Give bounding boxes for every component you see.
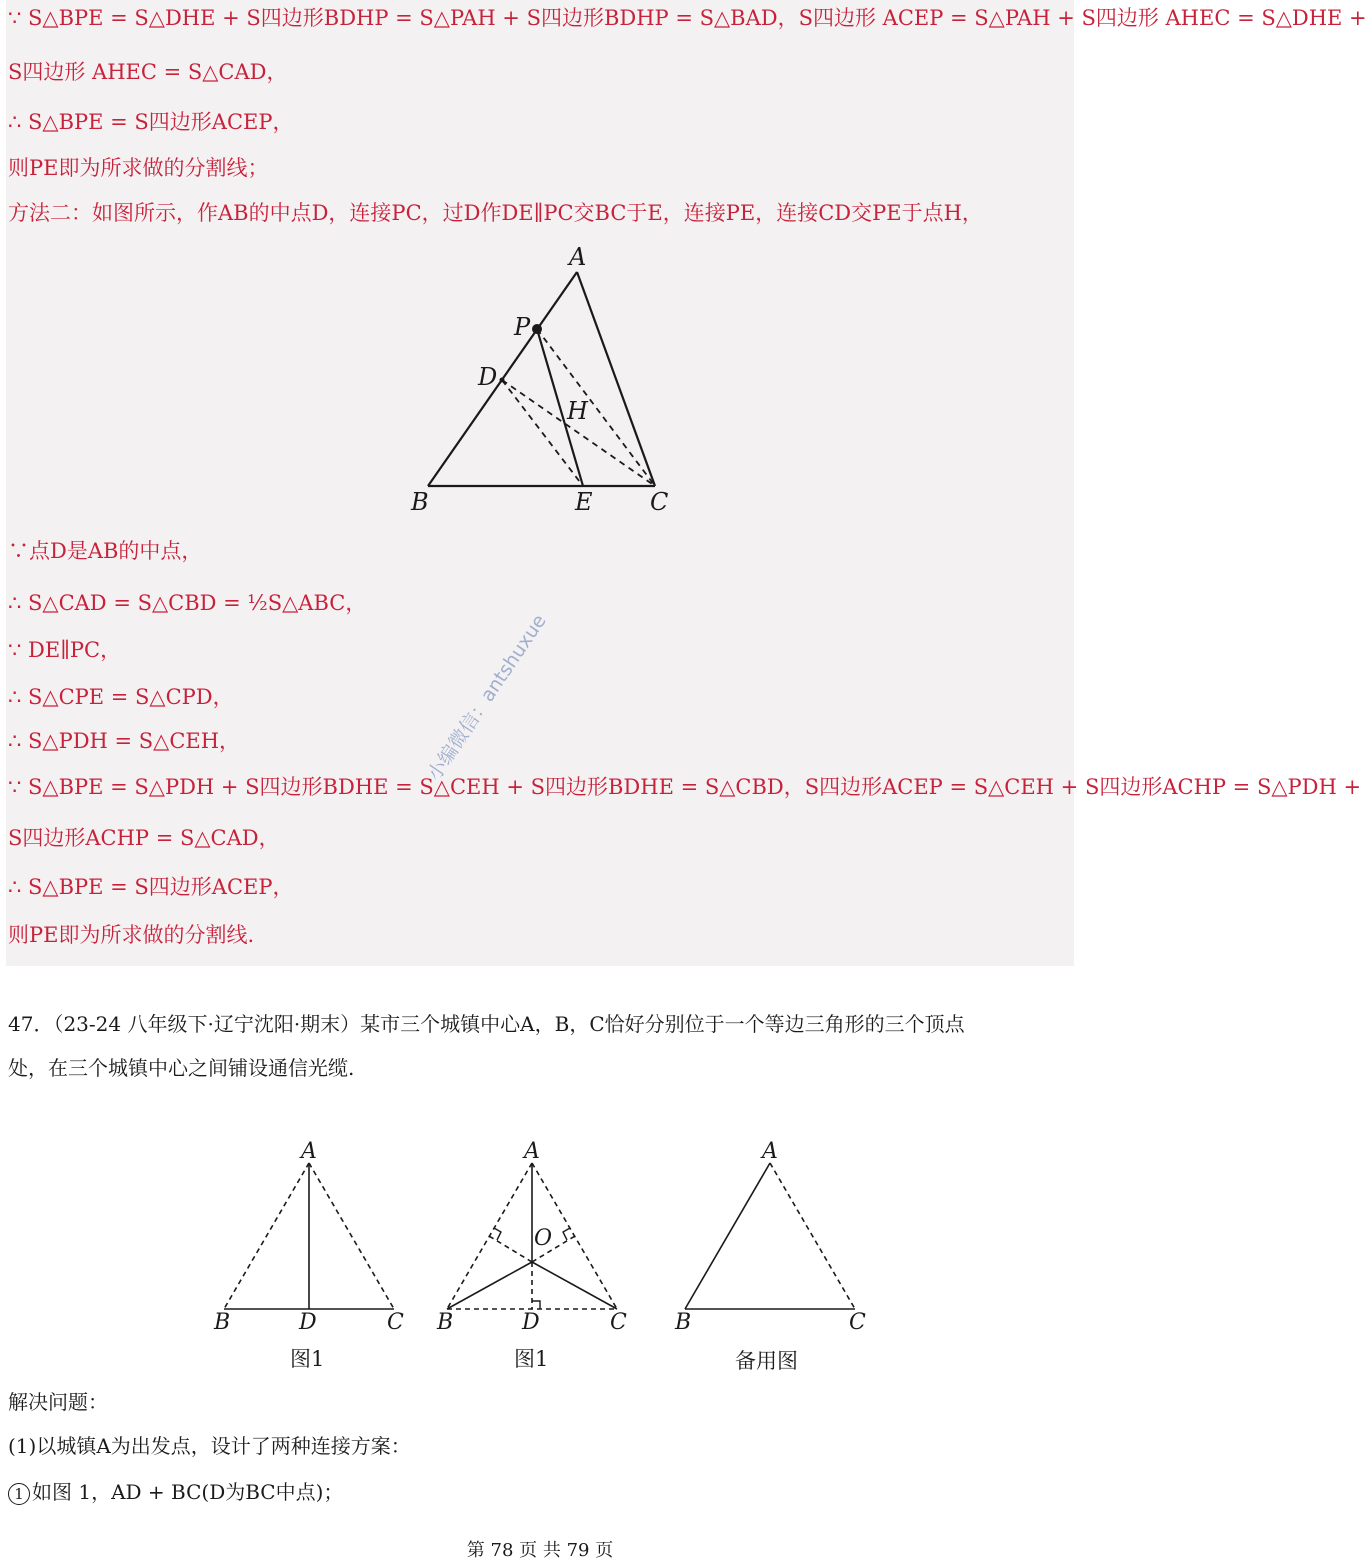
solve-item-1: [8, 1478, 343, 1506]
answer-line-3: ∴ S△BPE = S四边形ACEP，: [8, 110, 294, 134]
fig2-label-D: D: [522, 1310, 540, 1335]
answer-line-5: 方法二：如图所示，作AB的中点D，连接PC，过D作DE∥PC交BC于E，连接PE，连接CD交PE于点H，: [8, 201, 983, 225]
fig2-label-B: B: [437, 1310, 454, 1335]
answer-line-2: S四边形 AHEC = S△CAD，: [8, 60, 288, 84]
page-footer: 第 78 页 共 79 页: [466, 1540, 614, 1561]
label-D: D: [478, 363, 498, 391]
fig3-caption: 备用图: [735, 1349, 798, 1373]
circled-number: 1: [8, 1483, 30, 1505]
label-B: B: [411, 488, 429, 516]
problem-line-2: 处，在三个城镇中心之间铺设通信光缆.: [8, 1056, 355, 1080]
label-H: H: [567, 397, 588, 425]
answer-line-6: ∵点D是AB的中点，: [8, 539, 203, 563]
answer-line-8: ∵ DE∥PC，: [8, 638, 122, 662]
answer-line-9: ∴ S△CPE = S△CPD，: [8, 685, 234, 709]
fig2-label-C: C: [610, 1310, 627, 1335]
solve-item-1-text: 如图 1，AD + BC(D为BC中点)；: [32, 1480, 344, 1504]
answer-line-1: ∵ S△BPE = S△DHE + S四边形BDHP = S△PAH + S四边形BDHP = S△BAD，S四边形 ACEP = S△PAH + S四边形 AHEC = S△DHE +: [8, 6, 1367, 30]
fig1-caption: 图1: [290, 1347, 325, 1371]
answer-line-14: 则PE即为所求做的分割线.: [8, 923, 255, 947]
problem-line-1: 47．（23-24 八年级下·辽宁沈阳·期末）某市三个城镇中心A，B，C恰好分别位于一个等边三角形的三个顶点: [8, 1012, 965, 1036]
fig1-label-B: B: [214, 1310, 231, 1335]
fig1-label-C: C: [387, 1310, 404, 1335]
fig3-label-B: B: [675, 1310, 692, 1335]
solve-part-1: (1)以城镇A为出发点，设计了两种连接方案：: [8, 1434, 411, 1458]
fig2-caption: 图1: [514, 1347, 549, 1371]
label-A: A: [569, 243, 587, 271]
fig2-label-A: A: [524, 1139, 540, 1164]
answer-line-4: 则PE即为所求做的分割线；: [8, 156, 269, 180]
answer-line-12: S四边形ACHP = S△CAD，: [8, 826, 280, 850]
answer-line-7: ∴ S△CAD = S△CBD = ½S△ABC，: [8, 591, 367, 615]
fig1-label-D: D: [299, 1310, 317, 1335]
label-C: C: [650, 488, 669, 516]
triangle-figure-method2: [0, 0, 1080, 540]
fig3-label-C: C: [849, 1310, 866, 1335]
answer-line-13: ∴ S△BPE = S四边形ACEP，: [8, 875, 294, 899]
label-P: P: [514, 313, 531, 341]
answer-line-11: ∵ S△BPE = S△PDH + S四边形BDHE = S△CEH + S四边形BDHE = S△CBD，S四边形ACEP = S△CEH + S四边形ACHP = S△PDH +: [8, 775, 1362, 799]
fig1-label-A: A: [301, 1139, 317, 1164]
label-E: E: [575, 488, 593, 516]
solve-title: 解决问题：: [8, 1390, 108, 1414]
answer-line-10: ∴ S△PDH = S△CEH，: [8, 729, 241, 753]
fig3-label-A: A: [762, 1139, 778, 1164]
fig2-label-O: O: [534, 1226, 553, 1251]
watermark: 小编微信：antshuxue: [423, 610, 551, 785]
